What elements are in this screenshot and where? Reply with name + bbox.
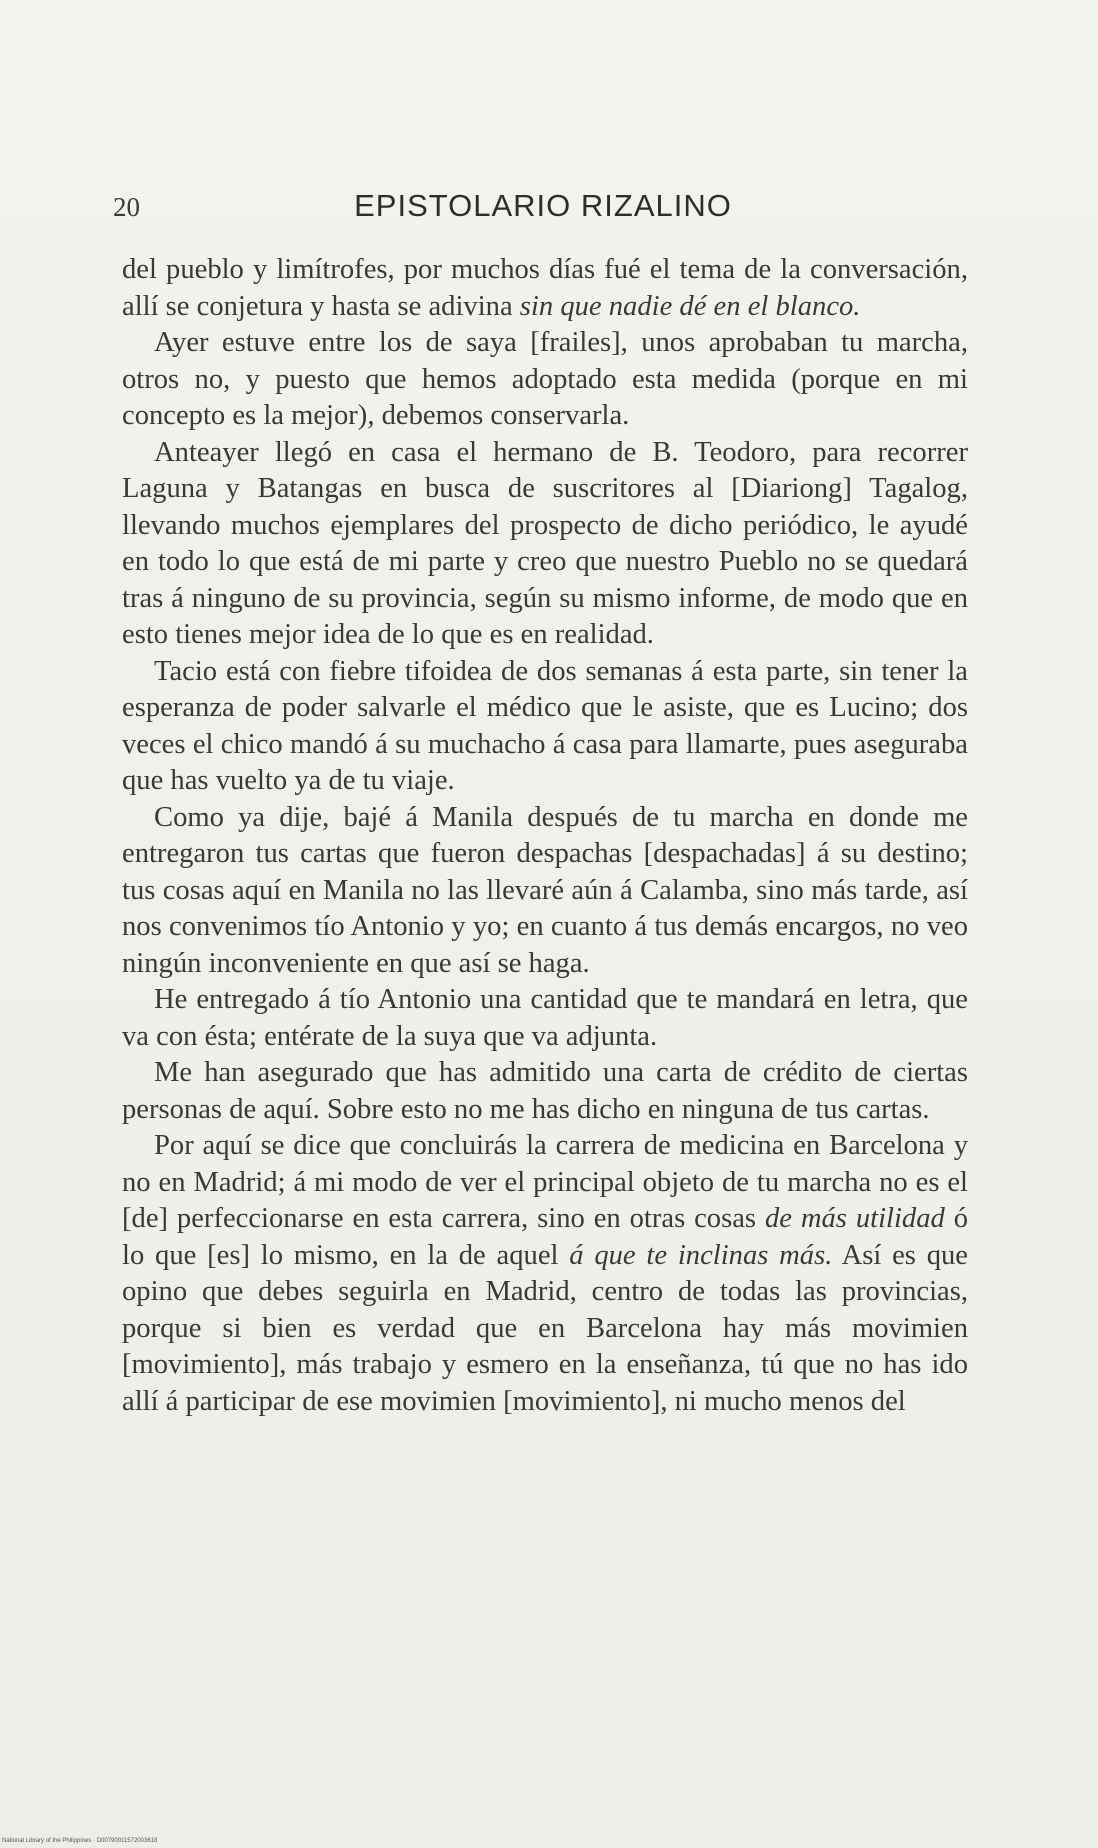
paragraph-3: Anteayer llegó en casa el hermano de B. Teodoro, para recorrer Laguna y Batangas en busca de suscritores al [Diariong] Tagalog, llevando muchos ejemplares del prospecto de dicho periódico, le ayudé en todo lo que está de mi parte y creo que nuestro Pueblo no se quedará tras á ninguno de su provincia, según su mismo informe, de modo que en esto tienes mejor idea de lo que es en realidad. (122, 436, 968, 650)
paragraph-8-italic-2: á que te inclinas más. (569, 1239, 833, 1271)
paragraph-4: Tacio está con fiebre tifoidea de dos semanas á esta parte, sin tener la esperanza de poder salvarle el médico que le asiste, que es Lucino; dos veces el chico mandó á su muchacho á casa para llamarte, pues aseguraba que has vuelto ya de tu viaje. (122, 655, 968, 796)
paragraph-1 (122, 252, 968, 325)
paragraph-1-text: del pueblo y limítrofes, por muchos días fué el tema de la conversación, allí se conjetura y hasta se adivina (122, 254, 968, 322)
running-title: EPISTOLARIO RIZALINO (354, 188, 732, 223)
page-header (113, 188, 973, 228)
paragraph-7: Me han asegurado que has admitido una carta de crédito de ciertas personas de aquí. Sobre esto no me has dicho en ninguna de tus cartas. (122, 1057, 968, 1125)
paragraph-8-text-a: Por aquí se dice que concluirás la carrera de medicina en Barcelona y no en Madrid; á mi modo de ver el principal objeto de tu marcha no es el [de] perfeccionarse en esta carrera, sino en otras cosas (122, 1130, 968, 1234)
paragraph-5: Como ya dije, bajé á Manila después de tu marcha en donde me entregaron tus cartas que fueron despachas [despachadas] á su destino; tus cosas aquí en Manila no las llevaré aún á Calamba, sino más tarde, así nos convenimos tío Antonio y yo; en cuanto á tus demás encargos, no veo ningún inconveniente en que así se haga. (122, 801, 968, 979)
paragraph-8-italic-1: de más utilidad (764, 1203, 945, 1234)
page-number: 20 (113, 192, 140, 222)
scan-credit: National Library of the Philippines · D00790011572003618 (2, 1838, 158, 1844)
paragraph-8-text-b: ó lo que [es] lo mismo, en la de aquel (122, 1203, 968, 1271)
paragraph-2: Ayer estuve entre los de saya [frailes], unos aprobaban tu marcha, otros no, y puesto que hemos adoptado esta medida (porque en mi concepto es la mejor), debemos conservarla. (122, 327, 968, 431)
paragraph-8-text-c: Así es que opino que debes seguirla en Madrid, centro de todas las provincias, porque si bien es verdad que en Barcelona hay más movimien [movimiento], más trabajo y esmero en la enseñanza, tú que no has ido allí á participar de ese movimien [movimiento], ni mucho menos del (122, 1239, 968, 1417)
paragraph-6: He entregado á tío Antonio una cantidad que te mandará en letra, que va con ésta; entérate de la suya que va adjunta. (122, 984, 968, 1052)
paragraph-8 (122, 1128, 968, 1420)
letter-body (122, 252, 968, 1420)
paragraph-1-italic: sin que nadie dé en el blanco. (519, 290, 861, 322)
